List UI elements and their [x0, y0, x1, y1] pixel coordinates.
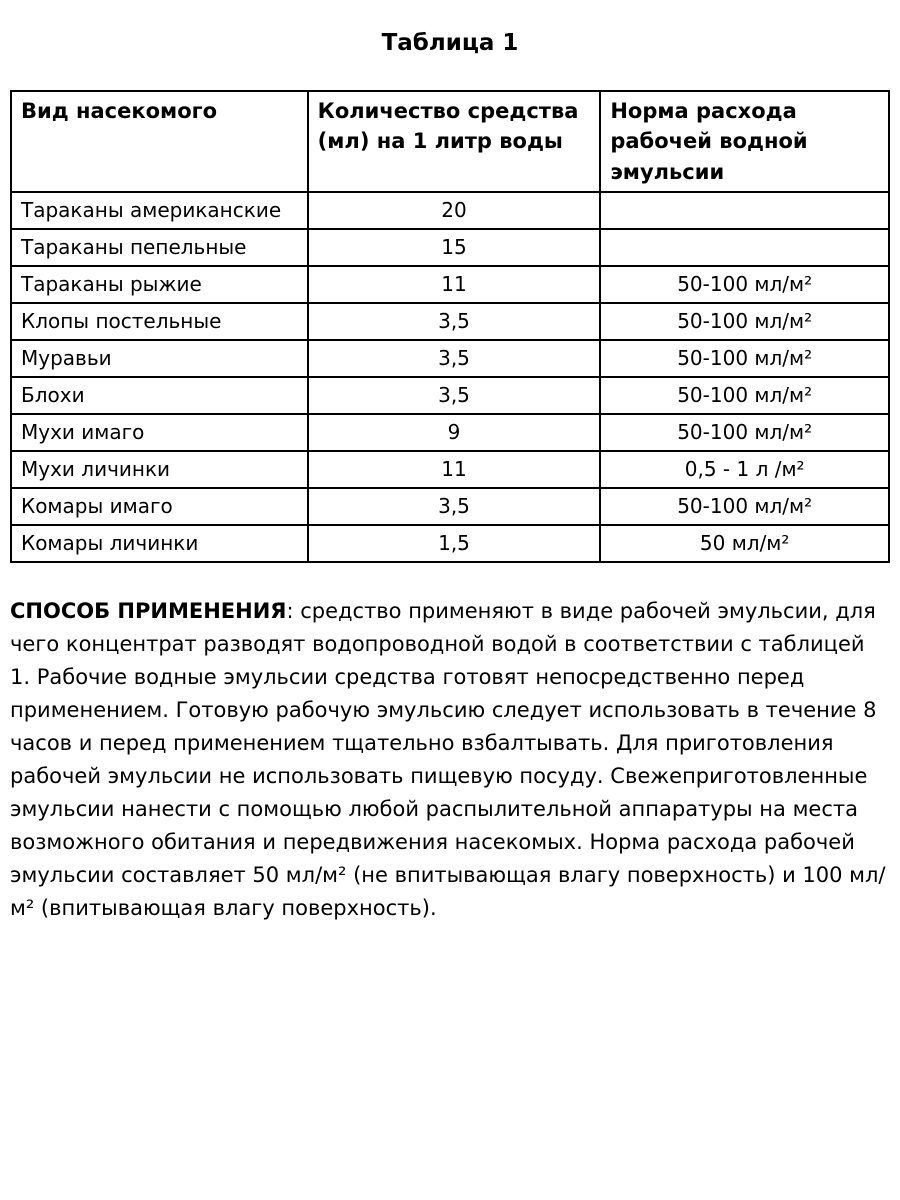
- table-row: [11, 414, 889, 451]
- cell-insect: Блохи: [11, 377, 308, 414]
- header-rate: Норма расхода рабочей водной эмульсии: [600, 91, 889, 192]
- header-amount: Количество средства (мл) на 1 литр воды: [308, 91, 601, 192]
- cell-rate: 50-100 мл/м²: [600, 340, 889, 377]
- table-row: [11, 451, 889, 488]
- cell-amount: 3,5: [308, 488, 601, 525]
- cell-rate: 50-100 мл/м²: [600, 303, 889, 340]
- usage-instructions-label: СПОСОБ ПРИМЕНЕНИЯ: [10, 599, 287, 624]
- cell-rate: 50-100 мл/м²: [600, 266, 889, 303]
- cell-insect: Мухи личинки: [11, 451, 308, 488]
- cell-amount: 20: [308, 192, 601, 229]
- cell-rate: 50-100 мл/м²: [600, 377, 889, 414]
- usage-instructions-text: : средство применяют в виде рабочей эмульсии, для чего концентрат разводят водопроводной водой в соответствии с таблицей 1. Рабочие водные эмульсии средства готовят непосредственно перед применением. Готовую рабочую эмульсию следует использовать в течение 8 часов и перед применением тщательно взбалтывать. Для приготовления рабочей эмульсии не использовать пищевую посуду. Свежеприготовленные эмульсии нанести с помощью любой распылительной аппаратуры на места возможного обитания и передвижения насекомых. Норма расхода рабочей эмульсии составляет 50 мл/м² (не впитывающая влагу поверхность) и 100 мл/м² (впитывающая влагу поверхность).: [10, 599, 886, 921]
- cell-insect: Комары личинки: [11, 525, 308, 562]
- cell-insect: Тараканы рыжие: [11, 266, 308, 303]
- header-insect-type: Вид насекомого: [11, 91, 308, 192]
- page-title: Таблица 1: [381, 30, 519, 56]
- cell-rate: 50 мл/м²: [600, 525, 889, 562]
- cell-insect: Мухи имаго: [11, 414, 308, 451]
- cell-amount: 3,5: [308, 377, 601, 414]
- cell-rate: 50-100 мл/м²: [600, 488, 889, 525]
- dosage-table: [10, 90, 890, 563]
- cell-amount: 11: [308, 266, 601, 303]
- cell-insect: Тараканы американские: [11, 192, 308, 229]
- cell-rate: [600, 229, 889, 266]
- table-row: [11, 266, 889, 303]
- cell-amount: 1,5: [308, 525, 601, 562]
- table-row: [11, 377, 889, 414]
- cell-amount: 9: [308, 414, 601, 451]
- cell-amount: 3,5: [308, 303, 601, 340]
- cell-insect: Клопы постельные: [11, 303, 308, 340]
- cell-amount: 11: [308, 451, 601, 488]
- cell-insect: Муравьи: [11, 340, 308, 377]
- table-row: [11, 525, 889, 562]
- table-row: [11, 488, 889, 525]
- cell-amount: 3,5: [308, 340, 601, 377]
- table-row: [11, 303, 889, 340]
- table-row: [11, 229, 889, 266]
- table-row: [11, 192, 889, 229]
- usage-instructions: [10, 595, 890, 925]
- cell-insect: Тараканы пепельные: [11, 229, 308, 266]
- cell-insect: Комары имаго: [11, 488, 308, 525]
- cell-rate: [600, 192, 889, 229]
- table-row: [11, 340, 889, 377]
- table-header-row: [11, 91, 889, 192]
- cell-rate: 50-100 мл/м²: [600, 414, 889, 451]
- cell-amount: 15: [308, 229, 601, 266]
- cell-rate: 0,5 - 1 л /м²: [600, 451, 889, 488]
